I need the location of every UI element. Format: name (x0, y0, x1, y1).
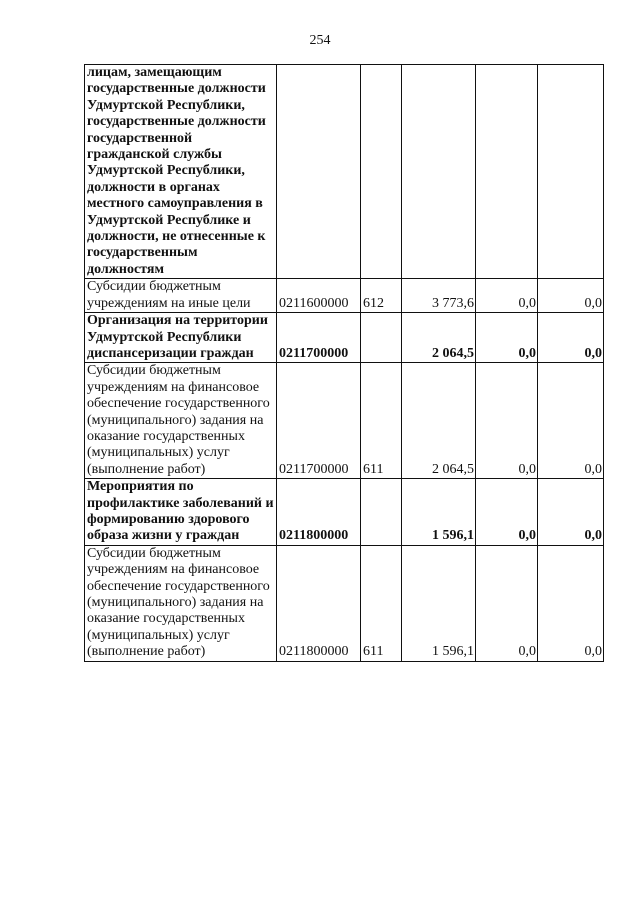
row-name: Мероприятия по профилактике заболеваний и формированию здорового образа жизни у граждан (85, 479, 277, 546)
row-expense-type (361, 479, 402, 546)
row-name: Организация на территории Удмуртской Республики диспансеризации граждан (85, 313, 277, 363)
row-value-1: 0,0 (476, 363, 538, 479)
row-code: 0211800000 (277, 545, 361, 661)
row-value-2: 0,0 (538, 279, 604, 313)
row-value-2: 0,0 (538, 545, 604, 661)
row-code: 0211600000 (277, 279, 361, 313)
budget-table (84, 64, 604, 662)
row-value-1: 0,0 (476, 479, 538, 546)
row-name: лицам, замещающим государственные должности Удмуртской Республики, государственные должности государственной гражданской службы Удмуртской Республики, должности в органах местного самоуправления в Удмуртской Республике и должности, не отнесенные к государственным должностям (85, 65, 277, 279)
row-code (277, 65, 361, 279)
row-code: 0211700000 (277, 313, 361, 363)
row-code: 0211700000 (277, 363, 361, 479)
row-value-2: 0,0 (538, 479, 604, 546)
table-row (85, 479, 604, 546)
row-expense-type (361, 313, 402, 363)
table-row (85, 279, 604, 313)
row-value-2 (538, 65, 604, 279)
row-name: Субсидии бюджетным учреждениям на финансовое обеспечение государственного (муниципального) задания на оказание государственных (муниципальных) услуг (выполнение работ) (85, 545, 277, 661)
row-expense-type (361, 65, 402, 279)
table-row (85, 65, 604, 279)
row-sum: 1 596,1 (402, 479, 476, 546)
row-expense-type: 612 (361, 279, 402, 313)
row-sum: 2 064,5 (402, 363, 476, 479)
row-value-1 (476, 65, 538, 279)
row-value-1: 0,0 (476, 545, 538, 661)
page-number: 254 (309, 33, 331, 48)
row-value-1: 0,0 (476, 279, 538, 313)
row-expense-type: 611 (361, 363, 402, 479)
row-name: Субсидии бюджетным учреждениям на финансовое обеспечение государственного (муниципального) задания на оказание государственных (муниципальных) услуг (выполнение работ) (85, 363, 277, 479)
row-value-1: 0,0 (476, 313, 538, 363)
table-row (85, 313, 604, 363)
row-expense-type: 611 (361, 545, 402, 661)
row-code: 0211800000 (277, 479, 361, 546)
row-sum: 2 064,5 (402, 313, 476, 363)
row-value-2: 0,0 (538, 313, 604, 363)
table-row (85, 363, 604, 479)
row-sum (402, 65, 476, 279)
row-sum: 1 596,1 (402, 545, 476, 661)
row-value-2: 0,0 (538, 363, 604, 479)
row-sum: 3 773,6 (402, 279, 476, 313)
row-name: Субсидии бюджетным учреждениям на иные цели (85, 279, 277, 313)
table-row (85, 545, 604, 661)
